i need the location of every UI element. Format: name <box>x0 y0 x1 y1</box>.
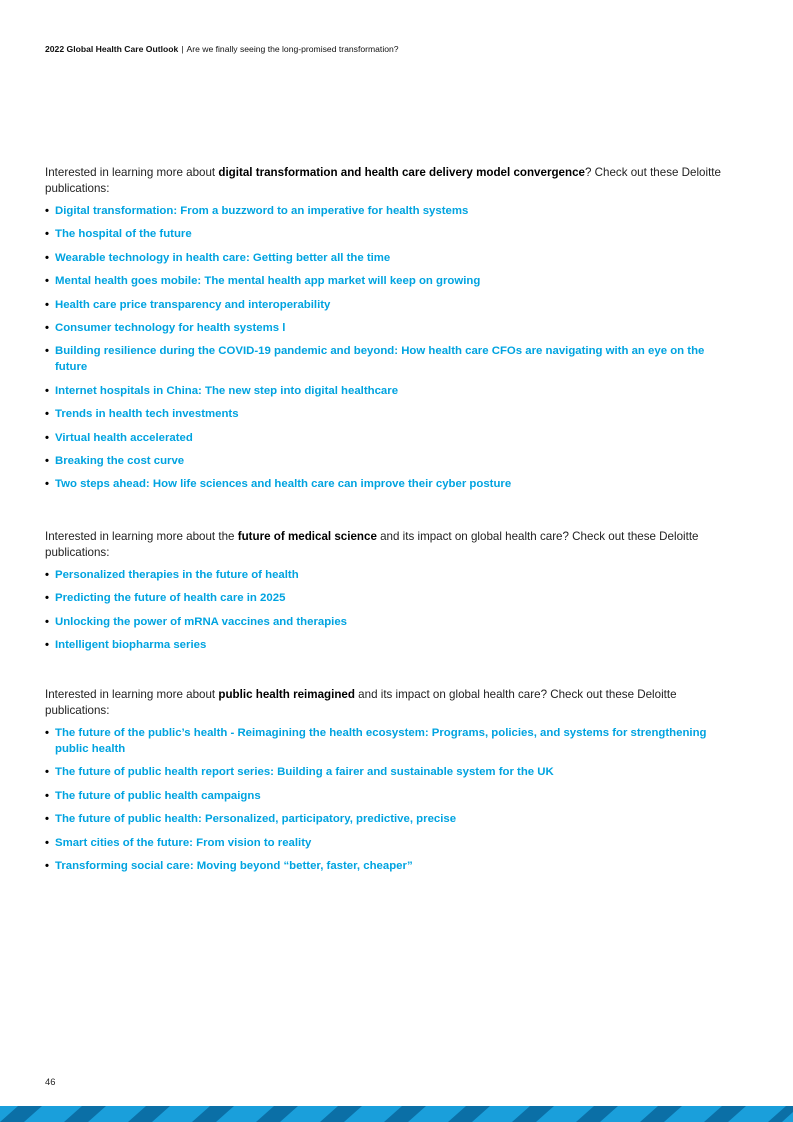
section-digital-transformation <box>45 165 725 500</box>
list-item <box>45 383 725 399</box>
report-subtitle: Are we finally seeing the long-promised transformation? <box>186 44 399 54</box>
intro-topic: public health reimagined <box>218 688 355 701</box>
intro-text-before: Interested in learning more about the <box>45 530 238 543</box>
publication-link[interactable]: The future of public health campaigns <box>55 789 261 802</box>
list-item <box>45 430 725 446</box>
publication-link[interactable]: The future of the public’s health - Reimagining the health ecosystem: Programs, policies, and systems for strengthening public health <box>55 727 707 755</box>
publication-link[interactable]: Intelligent biopharma series <box>55 639 207 652</box>
list-item <box>45 453 725 469</box>
publication-link[interactable]: Transforming social care: Moving beyond “better, faster, cheaper” <box>55 859 413 872</box>
bullet-icon: • <box>45 408 49 421</box>
intro-topic: future of medical science <box>237 530 377 543</box>
publication-list <box>45 725 725 874</box>
bullet-icon: • <box>45 275 49 288</box>
bullet-icon: • <box>45 345 49 358</box>
bullet-icon: • <box>45 836 49 849</box>
bullet-icon: • <box>45 569 49 581</box>
intro-text-before: Interested in learning more about <box>45 688 219 701</box>
publication-link[interactable]: Personalized therapies in the future of health <box>55 569 299 581</box>
list-item <box>45 764 725 780</box>
list-item <box>45 226 725 242</box>
list-item <box>45 203 725 219</box>
list-item <box>45 297 725 313</box>
list-item <box>45 250 725 266</box>
header-separator: | <box>181 44 184 54</box>
bullet-icon: • <box>45 813 49 826</box>
publication-link[interactable]: Smart cities of the future: From vision to reality <box>55 836 312 849</box>
section-public-health <box>45 687 725 881</box>
bullet-icon: • <box>45 478 49 491</box>
section-intro <box>45 529 725 561</box>
bullet-icon: • <box>45 454 49 467</box>
publication-link[interactable]: Unlocking the power of mRNA vaccines and therapies <box>55 615 348 628</box>
bullet-icon: • <box>45 228 49 241</box>
publication-link[interactable]: The hospital of the future <box>55 228 192 241</box>
list-item <box>45 273 725 289</box>
bullet-icon: • <box>45 859 49 872</box>
list-item <box>45 343 725 375</box>
publication-link[interactable]: Health care price transparency and interoperability <box>55 298 331 311</box>
bullet-icon: • <box>45 615 49 628</box>
intro-topic: digital transformation and health care delivery model convergence <box>218 166 585 179</box>
publication-link[interactable]: Trends in health tech investments <box>55 408 239 421</box>
list-item <box>45 567 725 583</box>
list-item <box>45 788 725 804</box>
page-header <box>45 44 399 54</box>
intro-text-before: Interested in learning more about <box>45 166 219 179</box>
publication-list <box>45 203 725 492</box>
intro-text-after: and its impact on global health care? Check out these Deloitte publications: <box>45 530 699 559</box>
bullet-icon: • <box>45 431 49 444</box>
section-intro <box>45 165 725 197</box>
bullet-icon: • <box>45 766 49 779</box>
bullet-icon: • <box>45 592 49 605</box>
intro-text-after: and its impact on global health care? Check out these Deloitte publications: <box>45 688 677 717</box>
publication-link[interactable]: Consumer technology for health systems l <box>55 321 286 334</box>
section-intro <box>45 687 725 719</box>
publication-link[interactable]: The future of public health: Personalized, participatory, predictive, precise <box>55 813 457 826</box>
publication-link[interactable]: Mental health goes mobile: The mental health app market will keep on growing <box>55 275 481 288</box>
publication-link[interactable]: Digital transformation: From a buzzword to an imperative for health systems <box>55 205 469 217</box>
report-title: 2022 Global Health Care Outlook <box>45 44 179 54</box>
intro-text-after: ? Check out these Deloitte publications: <box>45 166 721 195</box>
bullet-icon: • <box>45 384 49 397</box>
list-item <box>45 476 725 492</box>
page-number: 46 <box>45 1076 56 1087</box>
footer-stripe-bar <box>0 1106 793 1122</box>
list-item <box>45 725 725 757</box>
bullet-icon: • <box>45 298 49 311</box>
list-item <box>45 406 725 422</box>
list-item <box>45 614 725 630</box>
publication-link[interactable]: Virtual health accelerated <box>55 431 193 444</box>
list-item <box>45 835 725 851</box>
publication-link[interactable]: Building resilience during the COVID-19 pandemic and beyond: How health care CFOs are navigating with an eye on the future <box>55 345 705 374</box>
bullet-icon: • <box>45 789 49 802</box>
publication-link[interactable]: Internet hospitals in China: The new step into digital healthcare <box>55 384 399 397</box>
publication-link[interactable]: Breaking the cost curve <box>55 454 185 467</box>
bullet-icon: • <box>45 639 49 652</box>
publication-link[interactable]: Wearable technology in health care: Getting better all the time <box>55 251 391 264</box>
list-item <box>45 637 725 653</box>
bullet-icon: • <box>45 727 49 739</box>
publication-link[interactable]: The future of public health report series: Building a fairer and sustainable system for the UK <box>55 766 554 779</box>
list-item <box>45 590 725 606</box>
list-item <box>45 320 725 336</box>
bullet-icon: • <box>45 205 49 217</box>
list-item <box>45 858 725 874</box>
section-medical-science <box>45 529 725 661</box>
publication-list <box>45 567 725 653</box>
bullet-icon: • <box>45 251 49 264</box>
publication-link[interactable]: Two steps ahead: How life sciences and health care can improve their cyber posture <box>55 478 512 491</box>
publication-link[interactable]: Predicting the future of health care in 2025 <box>55 592 286 605</box>
list-item <box>45 811 725 827</box>
bullet-icon: • <box>45 321 49 334</box>
footer-stripe-graphic <box>0 1106 793 1122</box>
